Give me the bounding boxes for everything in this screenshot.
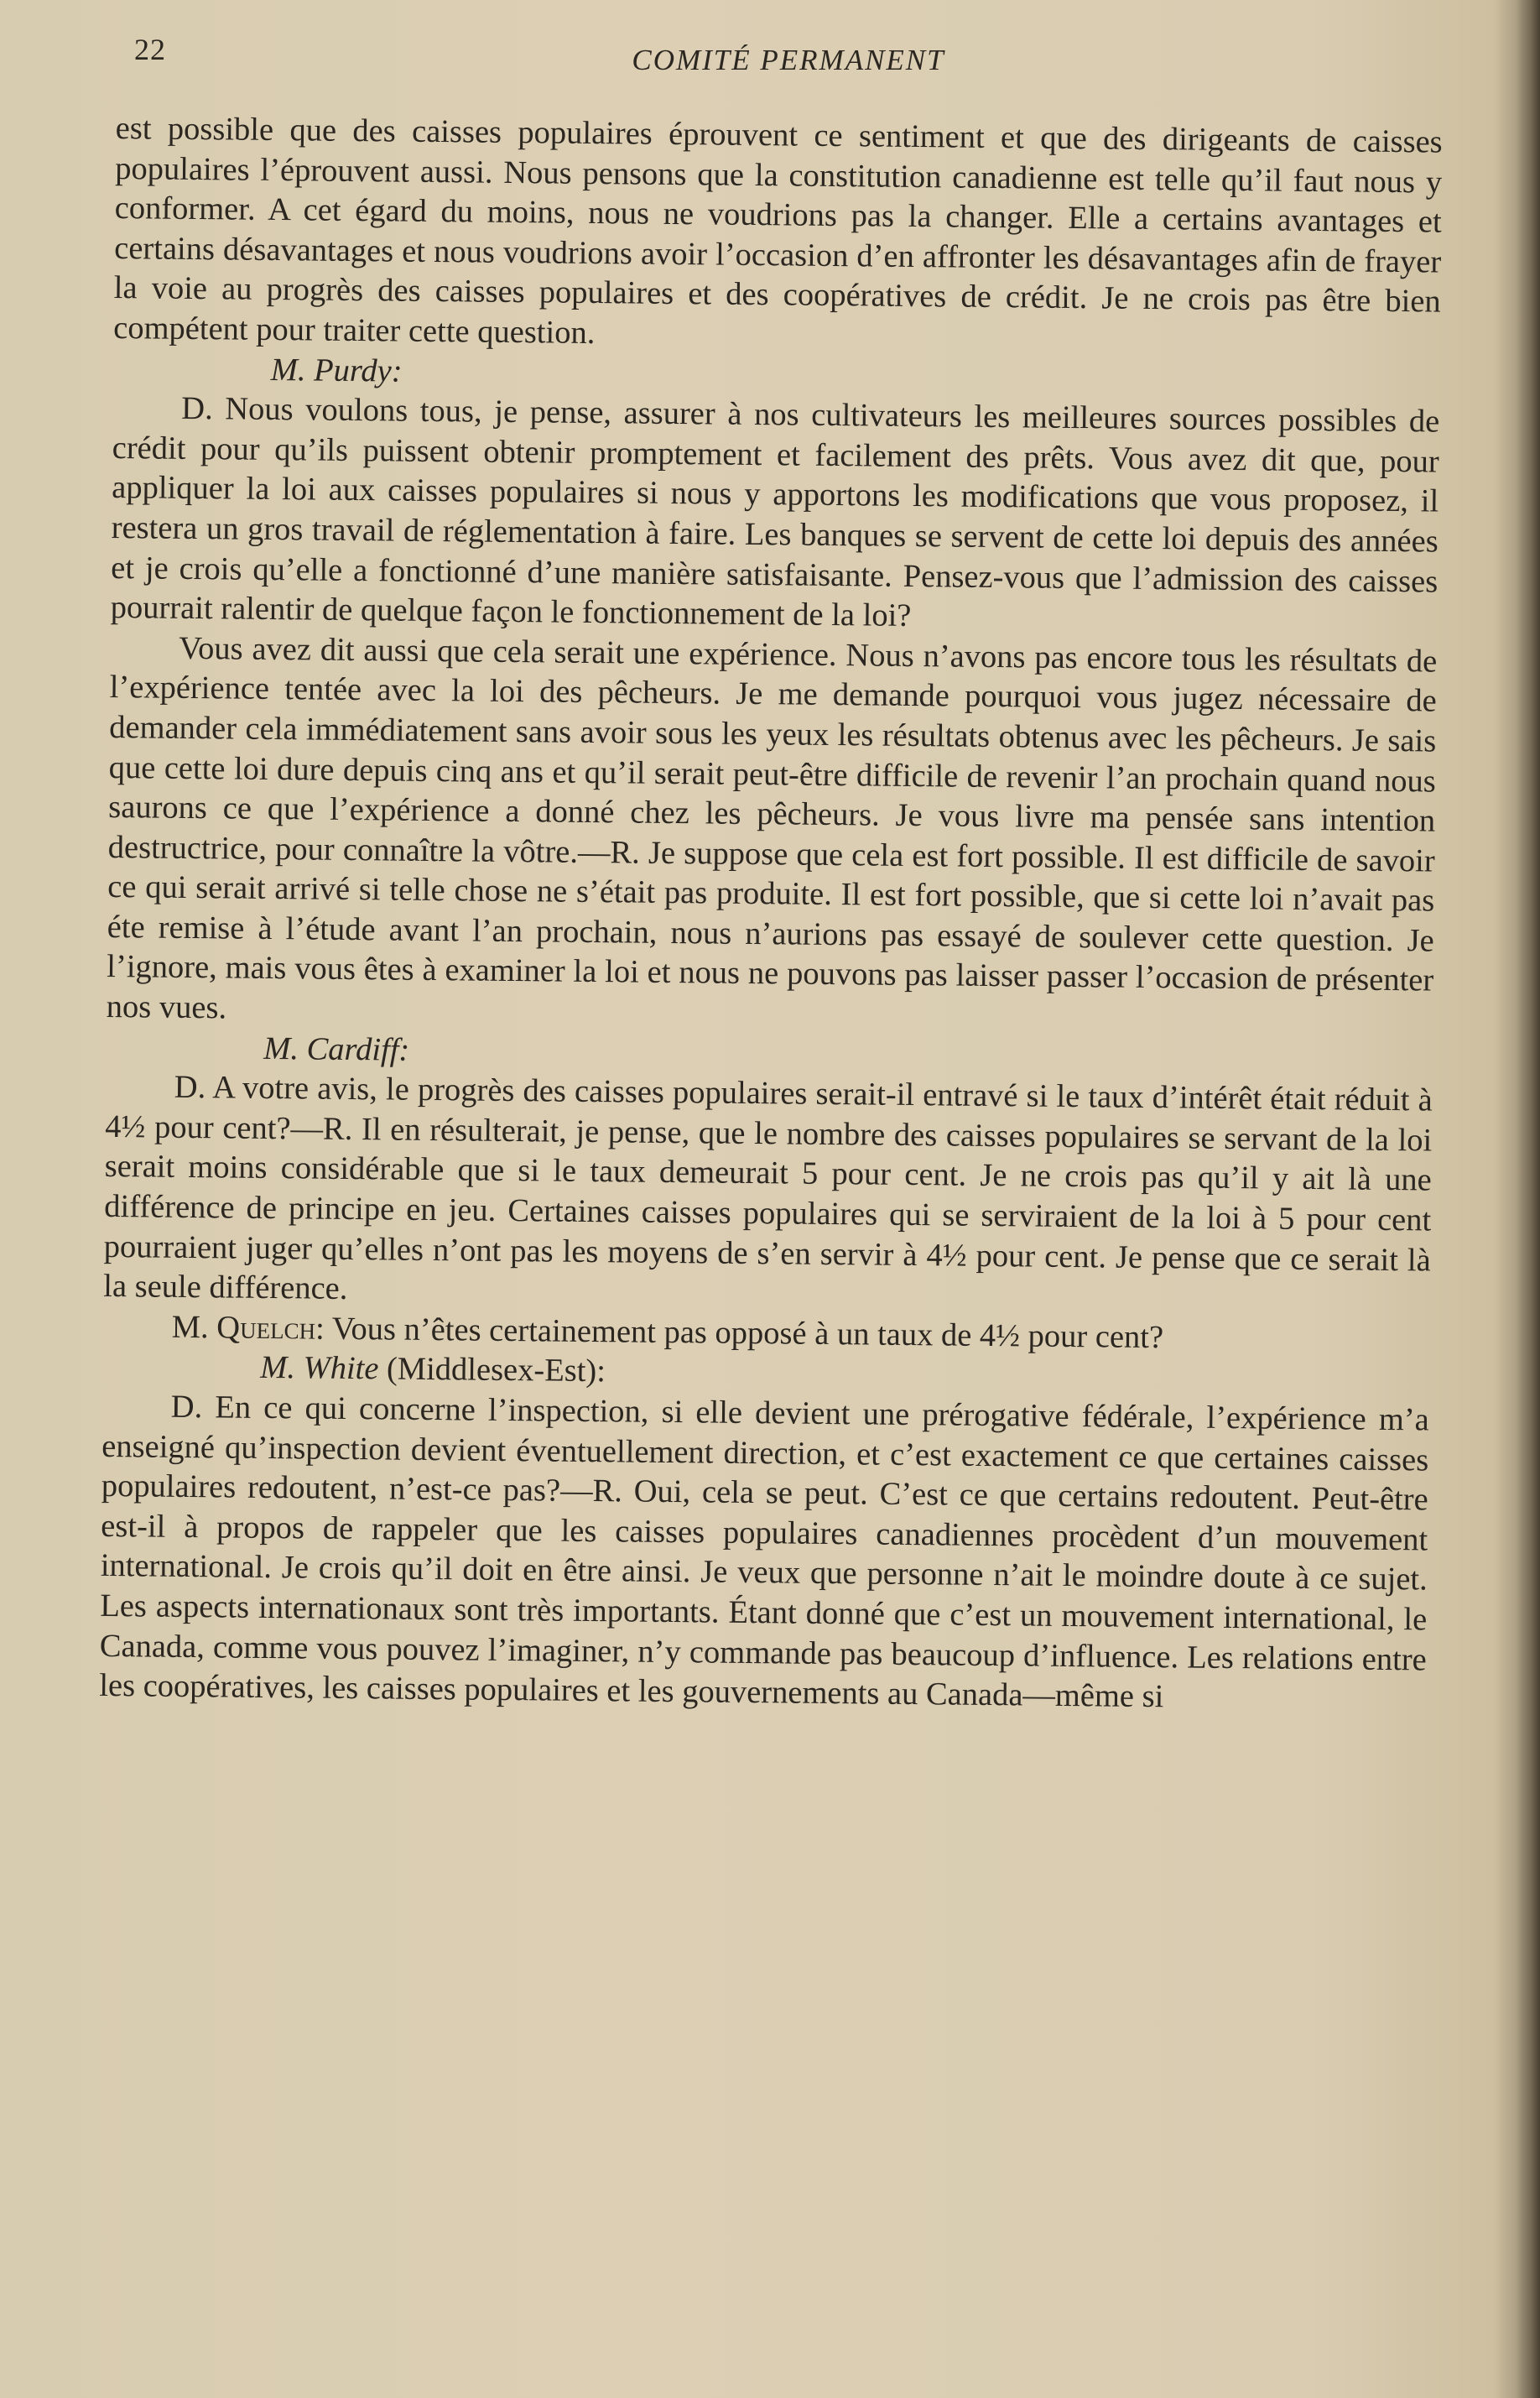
speaker-heading-cardiff: M. Cardiff:	[263, 1030, 410, 1068]
running-head: COMITÉ PERMANENT	[632, 44, 945, 76]
page-edge-shadow	[1517, 0, 1540, 2398]
paragraph-question-purdy: D. Nous voulons tous, je pense, assurer à nos cultivateurs les meilleures sources possibles de crédit pour qu’ils puissent obtenir promptement et facilement des prêts. Vous avez dit que, pour appliquer la loi aux caisses populaires si nous y apportons les modifications que vous proposez, il restera un gros travail de réglementation à faire. Les banques se servent de cette loi depuis des années et je crois qu’elle a fonctionné d’une manière satisfaisante. Pensez-vous que l’admission des caisses pourrait ralentir de quelque façon le fonctionnement de la loi?	[110, 390, 1440, 634]
paragraph-continuation: est possible que des caisses populaires éprouvent ce sentiment et que des dirigeants de caisses populaires l’éprouvent aussi. Nous pensons que la constitution canadienne est telle qu’il faut nous y conformer. A cet égard du moins, nous ne voudrions pas la changer. Elle a certains avantages et certains désavantages et nous voudrions avoir l’occasion d’en affronter les désavantages afin de frayer la voie au progrès des caisses populaires et des coopératives de crédit. Je ne crois pas être bien compétent pour traiter cette question.	[113, 110, 1443, 351]
speaker-riding-white: (Middlesex-Est):	[386, 1351, 606, 1389]
paragraph-question-white: D. En ce qui concerne l’inspection, si elle devient une prérogative fédérale, l’expérience m’a enseigné qu’inspection devient éventuellement direction, et c’est exactement ce que certaines caisses populaires redoutent, n’est-ce pas?—R. Oui, cela se peut. C’est ce que certains redoutent. Peut-être est-il à propos de rappeler que les caisses populaires canadiennes procèdent d’un mouvement international. Je crois qu’il doit en être ainsi. Je veux que personne n’ait le moindre doute à ce sujet. Les aspects internationaux sont très importants. Étant donné que c’est un mouvement international, le Canada, comme vous pouvez l’imaginer, n’y commande pas beaucoup d’influence. Les relations entre les coopératives, les caisses populaires et les gouvernements au Canada—même si	[99, 1389, 1429, 1715]
paragraph-purdy-followup: Vous avez dit aussi que cela serait une expérience. Nous n’avons pas encore tous les résultats de l’expérience tentée avec la loi des pêcheurs. Je me demande pourquoi vous jugez nécessaire de demander cela immédiatement sans avoir sous les yeux les résultats obtenus avec les pêcheurs. Je sais que cette loi dure depuis cinq ans et qu’il serait peut-être difficile de revenir l’an prochain quand nous saurons ce que l’expérience a donné chez les pêcheurs. Je vous livre ma pensée sans intention destructrice, pour connaître la vôtre.—R. Je suppose que cela est fort possible. Il est difficile de savoir ce qui serait arrivé si telle chose ne s’était pas produite. Il est fort possible, que si cette loi n’avait pas éte remise à l’étude avant l’an prochain, nous n’aurions pas essayé de soulever cette question. Je l’ignore, mais vous êtes à examiner la loi et nous ne pouvons pas laisser passer l’occasion de présenter nos vues.	[106, 630, 1438, 1026]
speaker-heading-purdy: M. Purdy:	[270, 352, 403, 389]
page-number: 22	[134, 33, 166, 66]
body-text	[99, 109, 1443, 1720]
speaker-name-quelch: M. Quelch	[171, 1309, 316, 1347]
quelch-statement: : Vous n’êtes certainement pas opposé à un taux de 4½ pour cent?	[315, 1311, 1164, 1355]
page-header	[134, 32, 1443, 82]
paragraph-question-cardiff: D. A votre avis, le progrès des caisses populaires serait-il entravé si le taux d’intérêt était réduit à 4½ pour cent?—R. Il en résulterait, je pense, que le nombre des caisses populaires se servant de la loi serait moins considérable que si le taux demeurait 5 pour cent. Je ne crois pas qu’il y ait là une différence de principe en jeu. Certaines caisses populaires qui se serviraient de la loi à 5 pour cent pourraient juger qu’elles n’ont pas les moyens de s’en servir à 4½ pour cent. Je pense que ce serait là la seule différence.	[103, 1070, 1433, 1307]
speaker-name-white: M. White	[260, 1350, 379, 1387]
